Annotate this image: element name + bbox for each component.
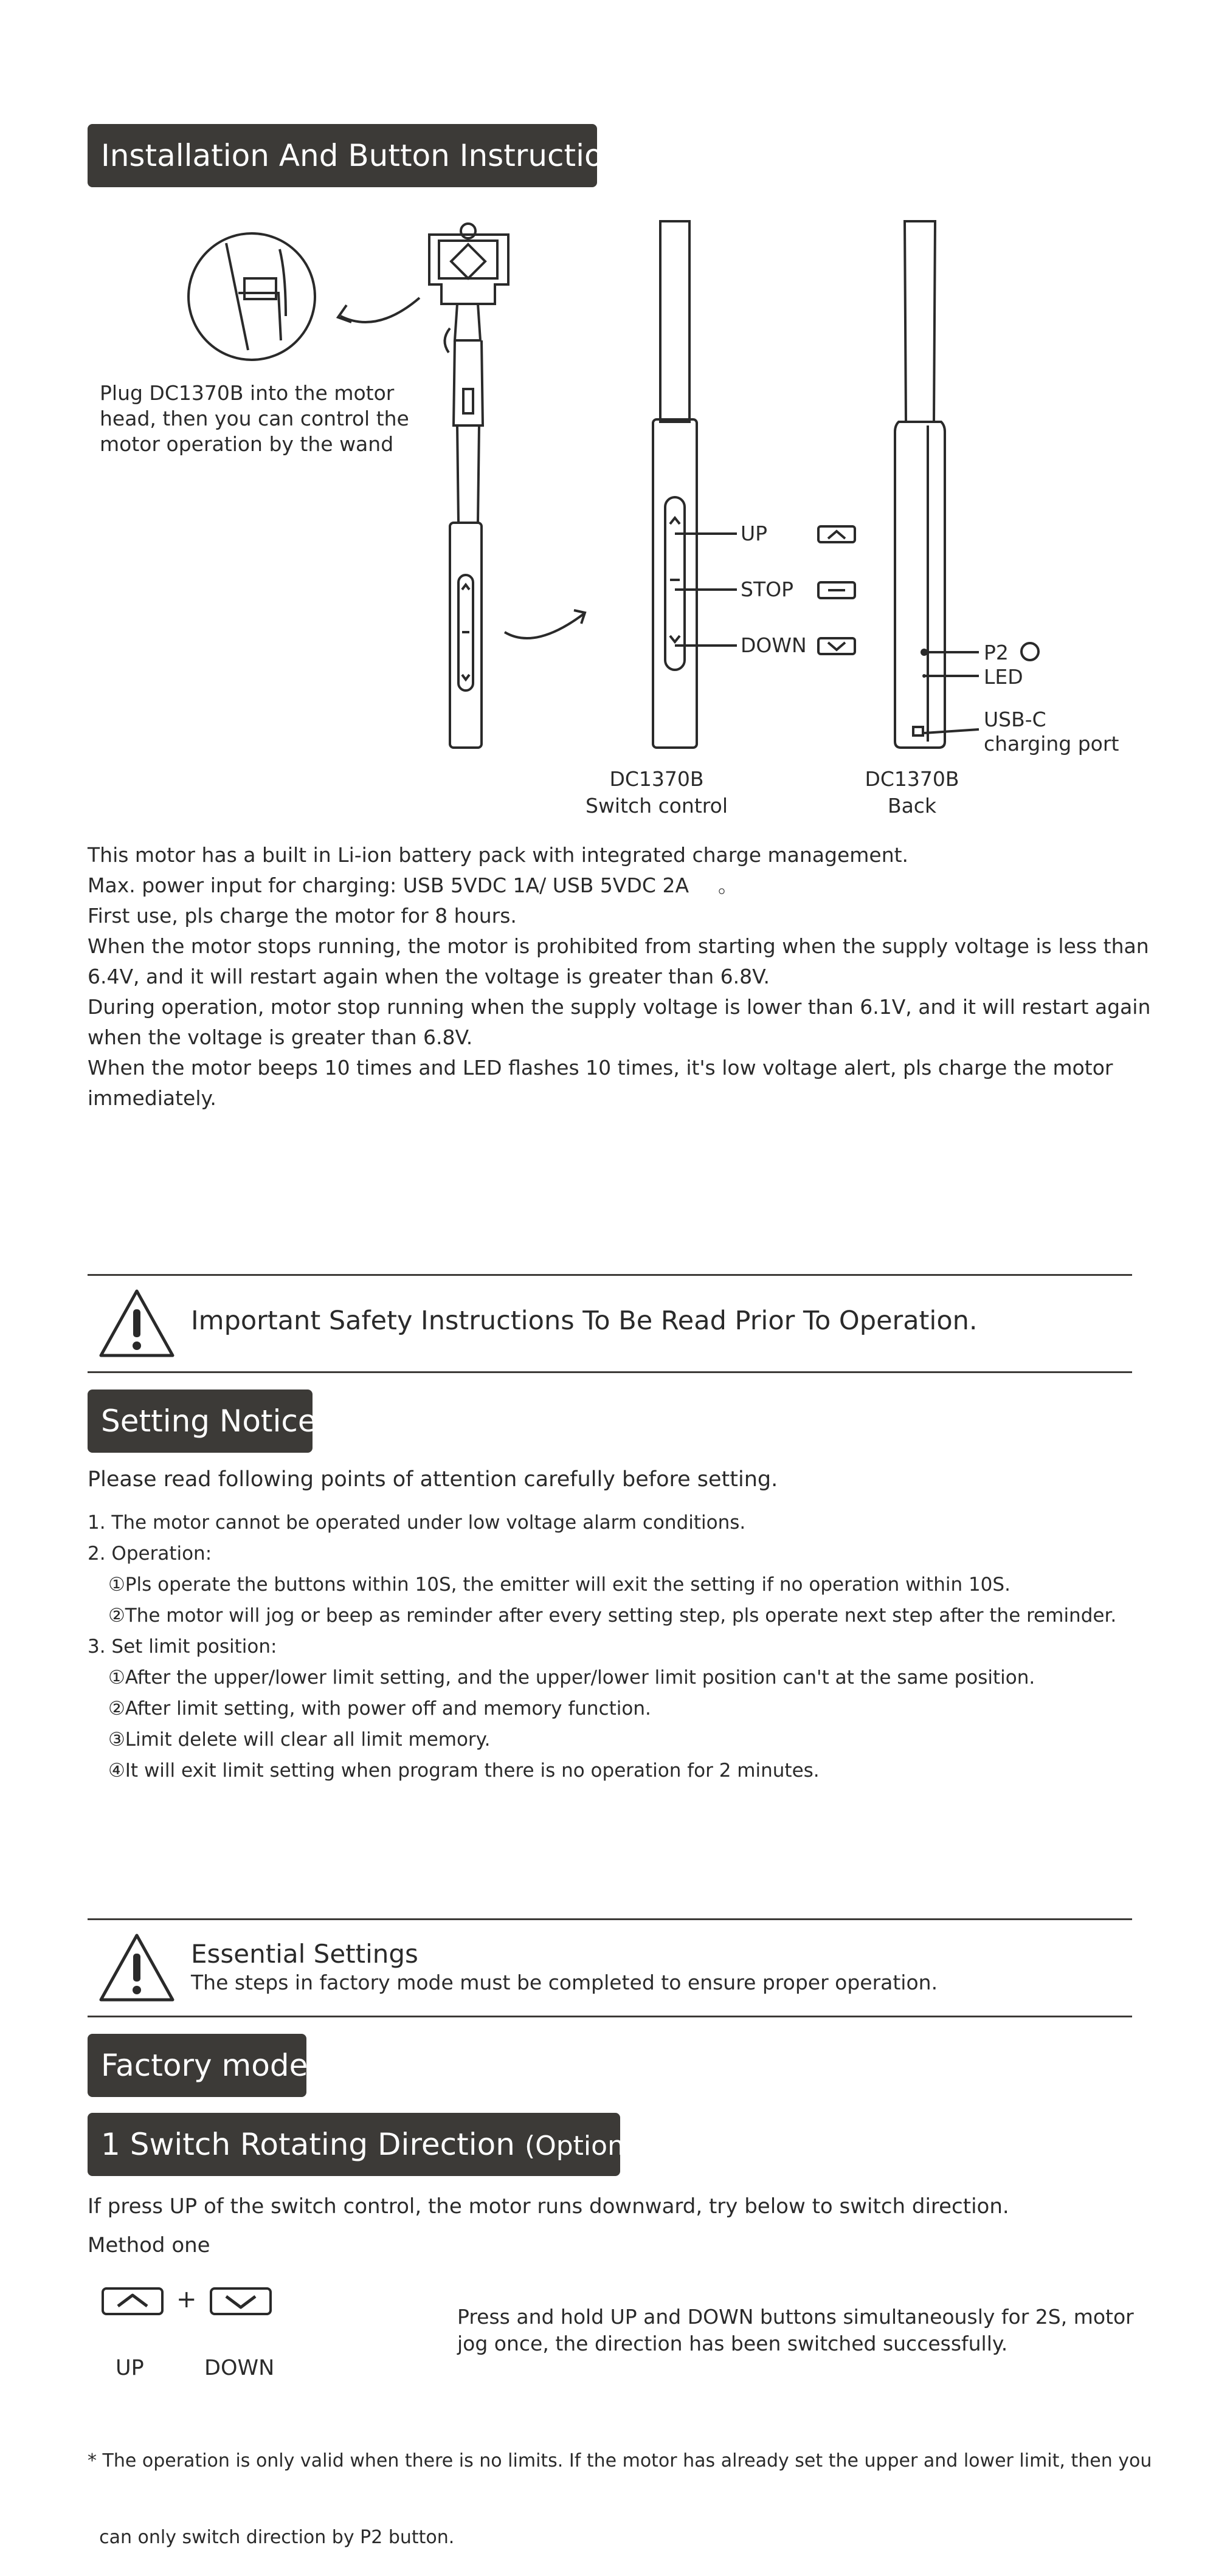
list-item: ③Limit delete will clear all limit memory. bbox=[108, 1729, 491, 1751]
note-line: can only switch direction by P2 button. bbox=[88, 2527, 455, 2548]
up-label: UP bbox=[116, 2356, 144, 2380]
setting-notice-title: Setting Notice bbox=[101, 1403, 317, 1439]
caption-line: Back bbox=[887, 794, 937, 818]
safety-title: Important Safety Instructions To Be Read Prior To Operation. bbox=[191, 1306, 978, 1336]
battery-note: This motor has a built in Li-ion battery pack with integrated charge management. bbox=[88, 843, 909, 867]
step-header bbox=[88, 2113, 659, 2176]
caption-line: DC1370B bbox=[865, 767, 959, 791]
installation-header bbox=[88, 124, 638, 187]
usb-line: charging port bbox=[984, 732, 1119, 756]
label-up: UP bbox=[741, 522, 768, 545]
label-led: LED bbox=[984, 665, 1023, 689]
instruction-line: Press and hold UP and DOWN buttons simultaneously for 2S, motor bbox=[457, 2305, 1134, 2329]
note-line: * The operation is only valid when there is no limits. If the motor has already set the upper and lower limit, then you bbox=[88, 2450, 1152, 2471]
list-item: ②The motor will jog or beep as reminder after every setting step, pls operate next step after the reminder. bbox=[108, 1605, 1117, 1627]
usb-line: USB-C bbox=[984, 708, 1046, 731]
battery-note: when the voltage is greater than 6.8V. bbox=[88, 1025, 473, 1049]
caption-line: Switch control bbox=[586, 794, 728, 818]
label-usb bbox=[984, 708, 1119, 756]
list-item: 1. The motor cannot be operated under low voltage alarm conditions. bbox=[88, 1512, 746, 1534]
step-optional: (Optional) bbox=[524, 2130, 659, 2161]
caption-line: DC1370B bbox=[609, 767, 704, 791]
factory-mode-title: Factory mode bbox=[101, 2048, 308, 2083]
list-item: ②After limit setting, with power off and memory function. bbox=[108, 1698, 651, 1720]
label-stop: STOP bbox=[741, 577, 793, 601]
essential-title: Essential Settings bbox=[191, 1939, 418, 1969]
up-button-icon bbox=[101, 2287, 164, 2316]
list-item: 2. Operation: bbox=[88, 1543, 212, 1565]
setting-list bbox=[88, 1507, 1116, 1786]
down-button-icon bbox=[209, 2287, 272, 2316]
battery-note: 6.4V, and it will restart again when the voltage is greater than 6.8V. bbox=[88, 965, 770, 988]
list-item: ①After the upper/lower limit setting, and the upper/lower limit position can't at the same position. bbox=[108, 1667, 1035, 1689]
list-item: ①Pls operate the buttons within 10S, the emitter will exit the setting if no operation within 10S. bbox=[108, 1574, 1010, 1596]
battery-note: First use, pls charge the motor for 8 hours. bbox=[88, 904, 517, 928]
plug-note bbox=[100, 381, 409, 457]
divider bbox=[88, 1918, 1132, 1920]
battery-notes bbox=[88, 840, 1151, 1114]
switch-caption bbox=[572, 766, 742, 819]
factory-mode-header bbox=[88, 2034, 306, 2097]
label-down: DOWN bbox=[741, 633, 807, 657]
down-label: DOWN bbox=[204, 2356, 275, 2380]
setting-notice-header bbox=[88, 1390, 317, 1453]
warning-icon bbox=[97, 1932, 176, 2003]
divider bbox=[88, 2016, 1132, 2017]
back-caption bbox=[851, 766, 973, 819]
instruction-line: jog once, the direction has been switched successfully. bbox=[457, 2332, 1008, 2355]
warning-icon bbox=[97, 1287, 176, 1359]
list-item: 3. Set limit position: bbox=[88, 1636, 277, 1658]
factory-instruction bbox=[457, 2304, 1134, 2357]
battery-note: immediately. bbox=[88, 1086, 216, 1110]
factory-note bbox=[88, 2397, 1152, 2576]
installation-title: Installation And Button Instructions bbox=[101, 138, 638, 173]
plug-note-line: motor operation by the wand bbox=[100, 432, 394, 456]
setting-intro: Please read following points of attention carefully before setting. bbox=[88, 1467, 778, 1492]
divider bbox=[88, 1371, 1132, 1373]
method-label: Method one bbox=[88, 2233, 210, 2257]
battery-note: When the motor stops running, the motor is prohibited from starting when the supply voltage is less than bbox=[88, 934, 1149, 958]
label-p2: P2 bbox=[984, 641, 1009, 664]
divider bbox=[88, 1274, 1132, 1276]
factory-intro: If press UP of the switch control, the motor runs downward, try below to switch direction. bbox=[88, 2194, 1009, 2219]
stray-mark: 。 bbox=[718, 873, 739, 897]
step-title: 1 Switch Rotating Direction bbox=[101, 2127, 515, 2162]
plug-note-line: head, then you can control the bbox=[100, 407, 409, 430]
plug-note-line: Plug DC1370B into the motor bbox=[100, 381, 395, 405]
battery-note: When the motor beeps 10 times and LED flashes 10 times, it's low voltage alert, pls charge the motor bbox=[88, 1056, 1113, 1080]
battery-note: Max. power input for charging: USB 5VDC 1A/ USB 5VDC 2A 。 bbox=[88, 873, 739, 897]
list-item: ④It will exit limit setting when program there is no operation for 2 minutes. bbox=[108, 1760, 820, 1782]
plus-sign: + bbox=[176, 2285, 197, 2313]
essential-subtitle: The steps in factory mode must be completed to ensure proper operation. bbox=[191, 1971, 938, 1994]
battery-note: During operation, motor stop running when the supply voltage is lower than 6.1V, and it will restart again bbox=[88, 995, 1151, 1019]
zoom-circle bbox=[188, 233, 315, 360]
